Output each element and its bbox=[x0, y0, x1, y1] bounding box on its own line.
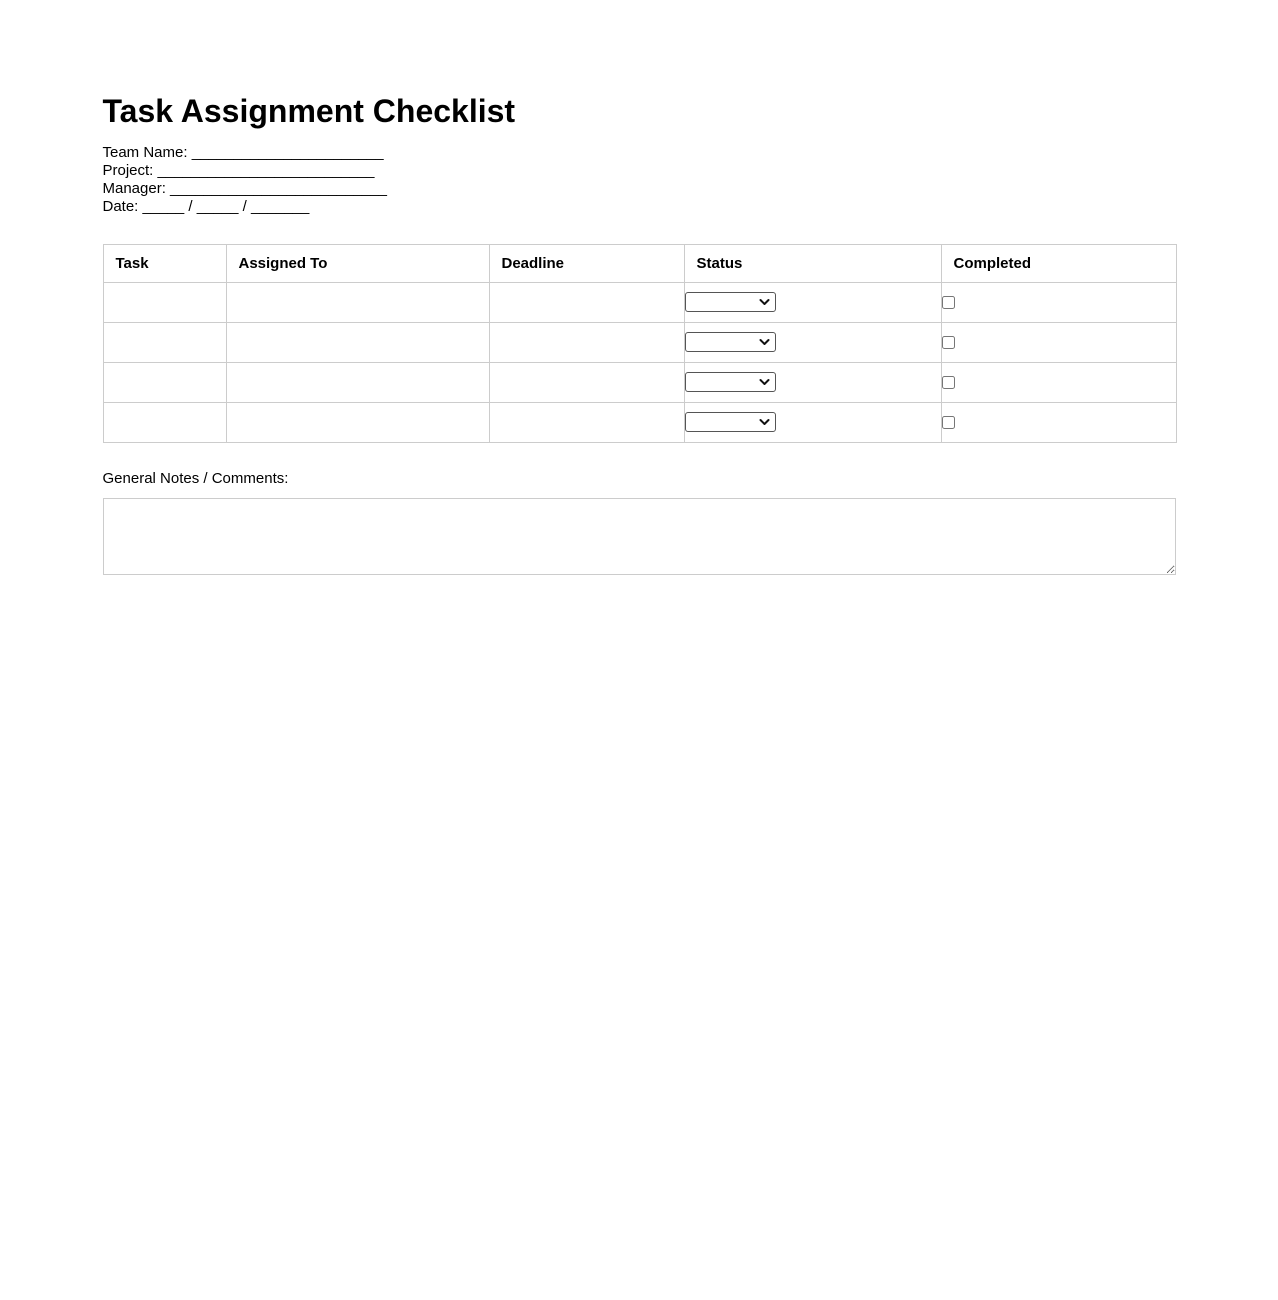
deadline-cell bbox=[489, 362, 684, 402]
completed-checkbox[interactable] bbox=[942, 336, 955, 349]
notes-textarea[interactable] bbox=[103, 498, 1176, 575]
status-select[interactable] bbox=[685, 292, 776, 312]
team-name-line: Team Name: _______________________ bbox=[102, 143, 384, 161]
table-row bbox=[103, 322, 1176, 362]
table-row bbox=[103, 402, 1176, 442]
task-cell bbox=[103, 282, 226, 322]
notes-label: General Notes / Comments: bbox=[102, 469, 289, 487]
completed-checkbox[interactable] bbox=[942, 376, 955, 389]
assigned-to-cell bbox=[226, 402, 489, 442]
column-header-completed: Completed bbox=[941, 244, 1176, 282]
status-select[interactable] bbox=[685, 412, 776, 432]
assigned-to-cell bbox=[226, 362, 489, 402]
column-header-task: Task bbox=[103, 244, 226, 282]
table-header-row bbox=[103, 244, 1176, 282]
assigned-to-cell bbox=[226, 322, 489, 362]
deadline-cell bbox=[489, 282, 684, 322]
task-table bbox=[103, 244, 1177, 443]
date-line: Date: _____ / _____ / _______ bbox=[102, 197, 310, 215]
page-container bbox=[103, 0, 1176, 575]
table-row bbox=[103, 282, 1176, 322]
deadline-cell bbox=[489, 402, 684, 442]
column-header-status: Status bbox=[684, 244, 941, 282]
status-select[interactable] bbox=[685, 332, 776, 352]
status-select[interactable] bbox=[685, 372, 776, 392]
task-cell bbox=[103, 322, 226, 362]
task-cell bbox=[103, 362, 226, 402]
column-header-assigned-to: Assigned To bbox=[226, 244, 489, 282]
completed-checkbox[interactable] bbox=[942, 296, 955, 309]
table-row bbox=[103, 362, 1176, 402]
task-cell bbox=[103, 402, 226, 442]
assigned-to-cell bbox=[226, 282, 489, 322]
column-header-deadline: Deadline bbox=[489, 244, 684, 282]
page-title: Task Assignment Checklist bbox=[102, 93, 516, 129]
deadline-cell bbox=[489, 322, 684, 362]
completed-checkbox[interactable] bbox=[942, 416, 955, 429]
header-fields bbox=[103, 144, 1176, 216]
project-line: Project: __________________________ bbox=[102, 161, 375, 179]
manager-line: Manager: __________________________ bbox=[102, 179, 387, 197]
